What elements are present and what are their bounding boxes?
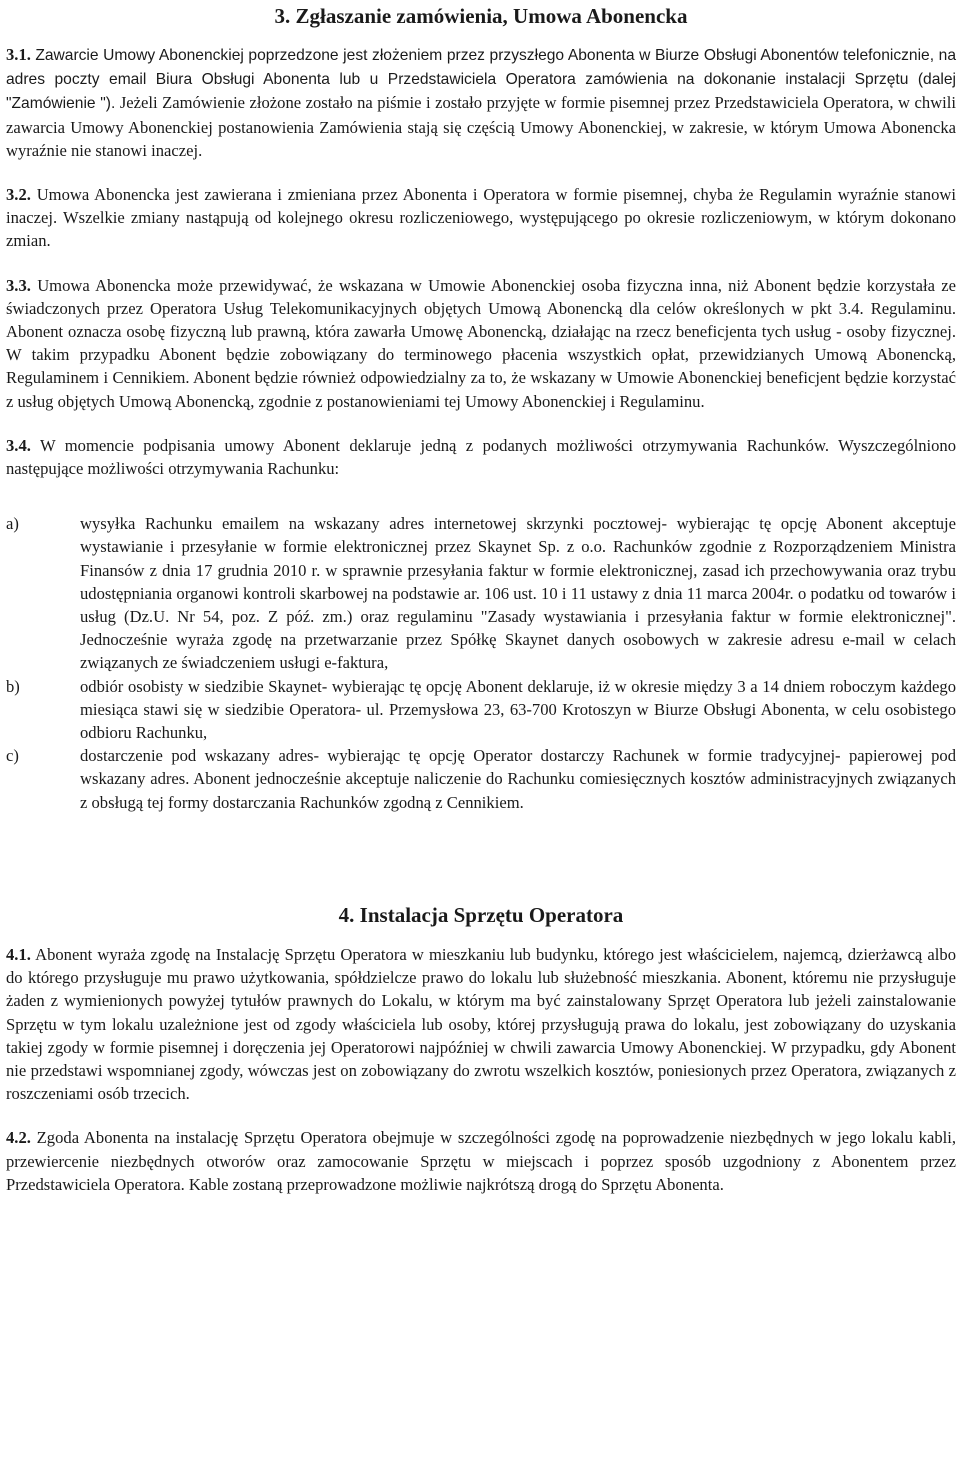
paragraph-text: Umowa Abonencka jest zawierana i zmieniana przez Abonenta i Operatora w formie pisemnej, chyba że Regulamin wyraźnie stanowi inaczej. Wszelkie zmiany nastąpują od kolejnego okresu rozliczeniowego, występującego po okresie rozliczeniowym, w którym dokonano zmian. — [6, 185, 956, 251]
paragraph-number: 3.1. — [6, 45, 31, 64]
paragraph-number: 3.3. — [6, 275, 31, 295]
paragraph-text: Zgoda Abonenta na instalację Sprzętu Operatora obejmuje w szczególności zgodę na poprowadzenie niezbędnych w jego lokalu kabli, przewiercenie niezbędnych otworów oraz zamocowanie Sprzętu w miejscach i poprzez sposób uzgodniony z Abonentem przez Przedstawiciela Operatora. Kable zostaną przeprowadzone możliwie najkrótszą drogą do Sprzętu Abonenta. — [6, 1128, 957, 1194]
paragraph-text: Umowa Abonencka może przewidywać, że wskazana w Umowie Abonenckiej osoba fizyczna inna, niż Abonent będzie korzystała ze świadczonych przez Operatora Usług Telekomunikacyjnych objętych Umową Abonencką dla celów określonych w pkt 3.4. Regulaminu. Abonent oznacza osobę fizyczną lub prawną, która zawarła Umowę Abonencką, działając na rzecz beneficjenta tych usług - osoby fizycznej. W takim przypadku Abonent będzie zobowiązany do terminowego płacenia wszystkich opłat, przewidzianych Umową Abonencką, Regulaminem i Cennikiem. Abonent będzie również odpowiedzialny za to, że wskazany w Umowie Abonenckiej beneficjent będzie korzystać z usług objętych Umową Abonencką, zgodnie z postanowieniami tej Umowy Abonenckiej i Regulaminu. — [6, 275, 956, 411]
paragraph-text-sans: Zawarcie Umowy Abonenckiej poprzedzone jest złożeniem przez przyszłego Abonenta w Biurze Obsługi Abonentów telefonicznie, na adres poczty email Biura Obsługi Abonenta lub u Przedstawiciela Operatora zamówienia na dokonanie instalacji Sprzętu (dalej "Zamówienie "). — [6, 47, 956, 113]
paragraph-number: 3.2. — [6, 185, 31, 205]
paragraph-3-2 — [6, 183, 956, 253]
document-page — [6, 0, 956, 1196]
list-item-text: odbiór osobisty w siedzibie Skaynet- wybierając tę opcję Abonent deklaruje, iż w okresie między 3 a 14 dniem roboczym każdego miesiąca stawi się w siedzibie Operatora- ul. Przemysłowa 23, 63-700 Krotoszyn w Biurze Obsługi Abonenta, w celu osobistego odbioru Rachunku, — [80, 676, 956, 743]
paragraph-number: 4.2. — [6, 1128, 31, 1148]
list-item — [6, 675, 956, 745]
list-item-label: a) — [6, 514, 19, 534]
section-4-title: 4. Instalacja Sprzętu Operatora — [338, 902, 624, 927]
paragraph-text: Jeżeli Zamówienie złożone zostało na piśmie i zostało przyjęte w formie pisemnej przez Przedstawiciela Operatora, w chwili zawarcia Umowy Abonenckiej postanowienia Zamówienia stają się częścią Umowy Abonenckiej, w zakresie, w którym Umowa Abonencka wyraźnie nie stanowi inaczej. — [6, 93, 957, 160]
list-item-label: c) — [6, 746, 19, 766]
paragraph-4-2 — [6, 1126, 956, 1196]
paragraph-4-1 — [6, 943, 956, 1105]
paragraph-number: 4.1. — [6, 944, 31, 964]
paragraph-text: W momencie podpisania umowy Abonent deklaruje jedną z podanych możliwości otrzymywania Rachunków. Wyszczególniono następujące możliwości otrzymywania Rachunku: — [6, 435, 957, 479]
paragraph-3-1 — [6, 43, 956, 162]
paragraph-3-4 — [6, 434, 956, 480]
paragraph-3-3 — [6, 274, 956, 413]
list-item-label: b) — [6, 676, 20, 696]
list-item-text: dostarczenie pod wskazany adres- wybierając tę opcję Operator dostarczy Rachunek w formie tradycyjnej- papierowej pod wskazany adres. Abonent jednocześnie akceptuje naliczenie do Rachunku comiesięcznych kosztów administracyjnych związanych z obsługą tej formy dostarczania Rachunków zgodną z Cennikiem. — [80, 746, 956, 812]
paragraph-text: Abonent wyraża zgodę na Instalację Sprzętu Operatora w mieszkaniu lub budynku, którego jest właścicielem, najemcą, dzierżawcą albo do którego przysługuje mu prawo użytkowania, spółdzielcze prawo do lokalu lub służebność mieszkania. Abonent, któremu nie przysługuje żaden z wymienionych powyżej tytułów prawnych do Lokalu, w którym ma być zainstalowany Sprzęt Operatora lub jeżeli zainstalowanie Sprzętu w tym lokalu uzależnione jest od zgody właściciela lub osoby, której przysługują prawa do lokalu, jest zobowiązany do uzyskania takiej zgody w formie pisemnej i doręczenia jej Operatorowi najpóźniej w chwili zawarcia Umowy Abonenckiej. W przypadku, gdy Abonent nie przedstawi wspomnianej zgody, wówczas jest on zobowiązany do zwrotu wszelkich kosztów, poniesionych przez Operatora, związanych z roszczeniami osób trzecich. — [6, 944, 956, 1104]
list-item — [6, 744, 956, 814]
section-3-title: 3. Zgłaszanie zamówienia, Umowa Abonencka — [274, 4, 688, 28]
paragraph-number: 3.4. — [6, 435, 31, 455]
list-item-text: wysyłka Rachunku emailem na wskazany adres internetowej skrzynki pocztowej- wybierając tę opcję Abonent akceptuje wystawianie i przesyłanie w formie elektronicznej przez Skaynet Sp. z o.o. Rachunków zgodnie z Rozporządzeniem Ministra Finansów z dnia 17 grudnia 2010 r. w sprawnie przesyłania faktur w formie elektronicznej, zasad ich przechowywania oraz trybu udostępniania organowi kontroli skarbowej na podstawie ar. 106 ust. 10 i 11 ustawy z dnia 11 marca 2004r. o podatku od towarów i usług (Dz.U. Nr 54, poz. Z póź. zm.) oraz regulaminu "Zasady wystawiania i przesyłania faktur w formie elektronicznej". Jednocześnie wyraża zgodę na przetwarzanie przez Spółkę Skaynet danych osobowych w zakresie adresu e-mail w celach związanych ze świadczeniem usługi e-faktura, — [80, 514, 956, 673]
list-item — [6, 512, 956, 674]
invoice-delivery-options — [6, 512, 956, 814]
